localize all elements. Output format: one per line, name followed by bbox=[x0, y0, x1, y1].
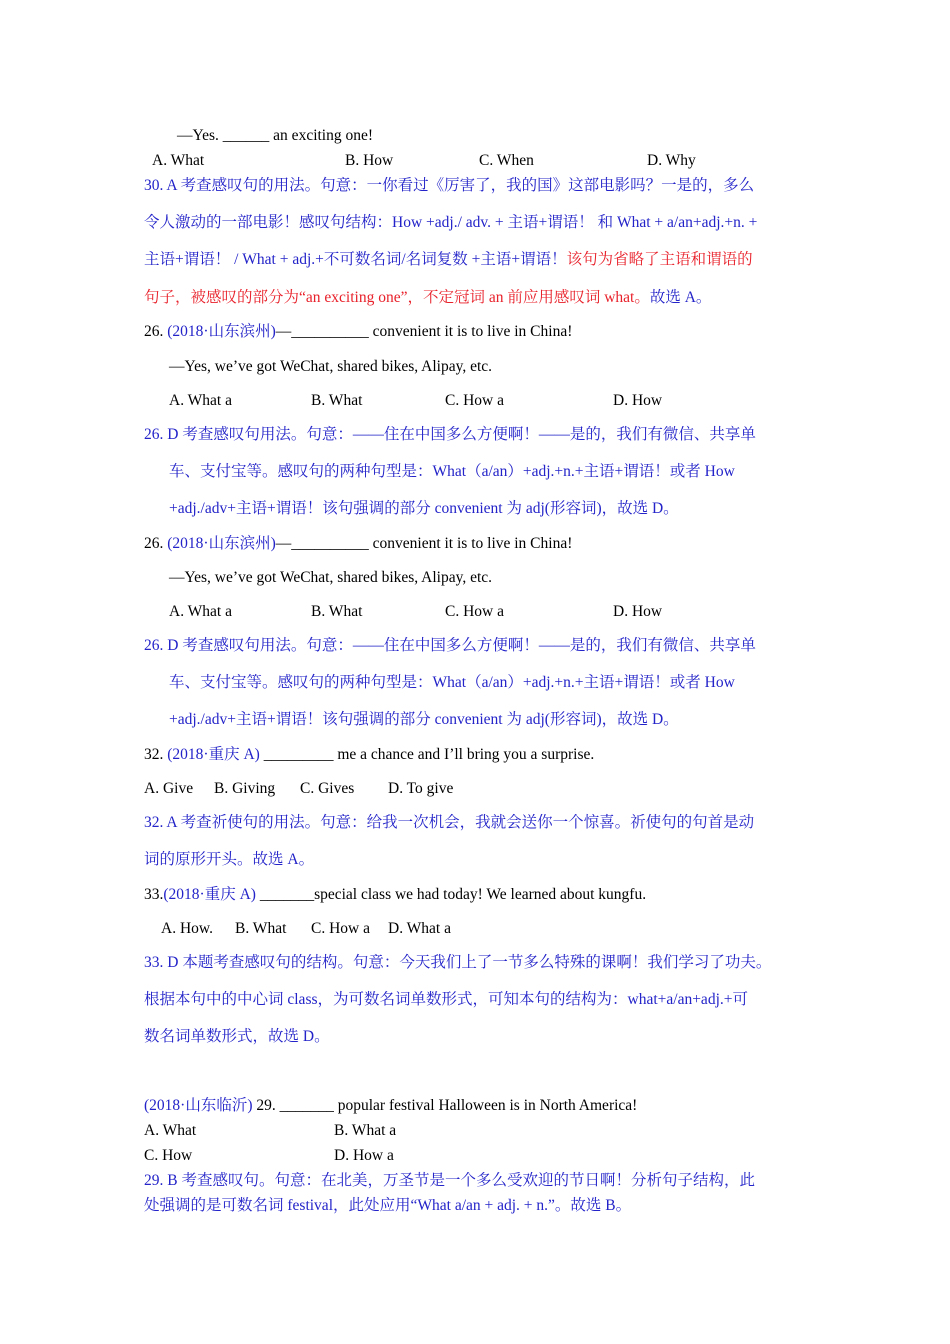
q30-option-b: B. How bbox=[345, 152, 394, 169]
q26b-option-c: C. How a bbox=[445, 603, 504, 620]
q26b-source: (2018·山东滨州) bbox=[167, 535, 276, 552]
q26b-explanation-line-2: 车、支付宝等。感叹句的两种句型是：What（a/an）+adj.+n.+主语+谓语！或者 How bbox=[169, 674, 735, 691]
q26b-stem: —__________ convenient it is to live in China! bbox=[275, 535, 573, 552]
q26b-option-d: D. How bbox=[613, 603, 663, 620]
q33-explanation-line-3: 数名词单数形式，故选 D。 bbox=[144, 1028, 330, 1045]
q32-number: 32. bbox=[144, 746, 168, 763]
q29-option-c: C. How bbox=[144, 1147, 193, 1164]
q29-explanation-line-2: 处强调的是可数名词 festival，此处应用“What a/an + adj. + n.”。故选 B。 bbox=[144, 1197, 632, 1214]
q26a-explanation-line-1: 26. D 考查感叹句用法。句意：——住在中国多么方便啊！——是的，我们有微信、共享单 bbox=[144, 426, 756, 443]
q26a-source: (2018·山东滨州) bbox=[167, 323, 276, 340]
q33-option-c: C. How a bbox=[311, 920, 370, 937]
q30-answer: 故选 A。 bbox=[649, 289, 712, 306]
q30-explanation-line-1: 30. A 考查感叹句的用法。句意：一你看过《厉害了，我的国》这部电影吗？一是的，多么 bbox=[144, 177, 755, 194]
q32-explanation-line-1: 32. A 考查祈使句的用法。句意：给我一次机会，我就会送你一个惊喜。祈使句的句首是动 bbox=[144, 814, 755, 831]
q26b-explanation-line-3: +adj./adv+主语+谓语！该句强调的部分 convenient 为 adj(形容词)，故选 D。 bbox=[169, 711, 679, 728]
q29-option-a: A. What bbox=[144, 1122, 197, 1139]
q26b-number: 26. bbox=[144, 535, 168, 552]
q33-question bbox=[144, 885, 646, 905]
q33-option-d: D. What a bbox=[388, 920, 451, 937]
q32-option-d: D. To give bbox=[388, 780, 454, 797]
q29-question bbox=[144, 1096, 637, 1116]
q26a-stem: —__________ convenient it is to live in China! bbox=[275, 323, 573, 340]
q33-source: (2018·重庆 A) bbox=[163, 886, 256, 903]
q29-explanation-line-1: 29. B 考查感叹句。句意：在北美，万圣节是一个多么受欢迎的节日啊！分析句子结构，此 bbox=[144, 1172, 755, 1189]
q32-source: (2018·重庆 A) bbox=[167, 746, 260, 763]
q30-explanation-line-4 bbox=[144, 288, 711, 308]
q26b-response-line: —Yes, we’ve got WeChat, shared bikes, Alipay, etc. bbox=[169, 569, 493, 586]
q30-response-line: —Yes. ______ an exciting one! bbox=[177, 127, 374, 144]
q30-explanation-line-2: 令人激动的一部电影！感叹句结构：How +adj./ adv. + 主语+谓语！ 和 What + a/an+adj.+n. + bbox=[144, 214, 758, 231]
q26a-question bbox=[144, 322, 572, 342]
q32-explanation-line-2: 词的原形开头。故选 A。 bbox=[144, 851, 315, 868]
q32-stem: _________ me a chance and I’ll bring you a surprise. bbox=[259, 746, 595, 763]
q26a-number: 26. bbox=[144, 323, 168, 340]
q30-option-a: A. What bbox=[152, 152, 205, 169]
q30-explanation-note: 该句为省略了主语和谓语的 bbox=[566, 251, 753, 268]
q33-number: 33. bbox=[144, 886, 164, 903]
q26a-option-b: B. What bbox=[311, 392, 363, 409]
q26a-option-d: D. How bbox=[613, 392, 663, 409]
q33-explanation-line-1: 33. D 本题考查感叹句的结构。句意：今天我们上了一节多么特殊的课啊！我们学习了功夫。 bbox=[144, 954, 772, 971]
q26a-response-line: —Yes, we’ve got WeChat, shared bikes, Alipay, etc. bbox=[169, 358, 493, 375]
q26a-explanation-line-2: 车、支付宝等。感叹句的两种句型是：What（a/an）+adj.+n.+主语+谓语！或者 How bbox=[169, 463, 735, 480]
q30-explanation-reason: 句子，被感叹的部分为“an exciting one”，不定冠词 an 前应用感叹词 what。 bbox=[144, 289, 650, 306]
q26b-option-a: A. What a bbox=[169, 603, 232, 620]
q29-option-b: B. What a bbox=[334, 1122, 397, 1139]
q26a-option-c: C. How a bbox=[445, 392, 504, 409]
q30-option-c: C. When bbox=[479, 152, 534, 169]
q33-explanation-line-2: 根据本句中的中心词 class，为可数名词单数形式，可知本句的结构为：what+a/an+adj.+可 bbox=[144, 991, 748, 1008]
q30-explanation-line-3 bbox=[144, 250, 753, 270]
q32-option-c: C. Gives bbox=[300, 780, 355, 797]
q26a-explanation-line-3: +adj./adv+主语+谓语！该句强调的部分 convenient 为 adj(形容词)，故选 D。 bbox=[169, 500, 679, 517]
q33-option-a: A. How. bbox=[161, 920, 213, 937]
q32-question bbox=[144, 745, 594, 765]
q33-stem: _______special class we had today! We learned about kungfu. bbox=[255, 886, 647, 903]
q29-source: (2018·山东临沂) bbox=[144, 1097, 253, 1114]
q26b-explanation-line-1: 26. D 考查感叹句用法。句意：——住在中国多么方便啊！——是的，我们有微信、共享单 bbox=[144, 637, 756, 654]
q29-option-d: D. How a bbox=[334, 1147, 394, 1164]
q29-stem: 29. _______ popular festival Halloween is in North America! bbox=[252, 1097, 638, 1114]
q32-option-a: A. Give bbox=[144, 780, 194, 797]
q26b-question bbox=[144, 534, 572, 554]
q32-option-b: B. Giving bbox=[214, 780, 276, 797]
q30-explanation-structure: 主语+谓语！ / What + adj.+不可数名词/名词复数 +主语+谓语！ bbox=[144, 251, 567, 268]
q26b-option-b: B. What bbox=[311, 603, 363, 620]
q30-option-d: D. Why bbox=[647, 152, 696, 169]
q26a-option-a: A. What a bbox=[169, 392, 232, 409]
q33-option-b: B. What bbox=[235, 920, 287, 937]
